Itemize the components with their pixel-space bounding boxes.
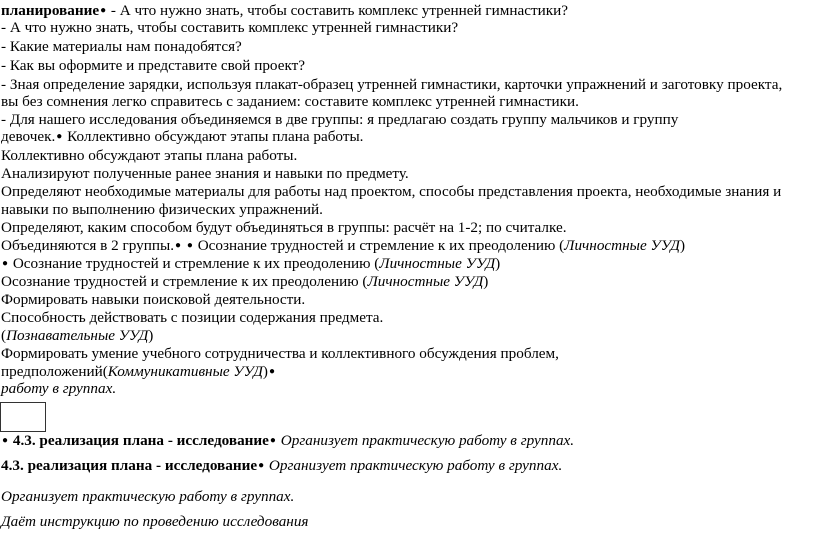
text-line-17: Формировать навыки поисковой деятельности. xyxy=(1,291,306,308)
text-line-15 xyxy=(1,255,500,273)
bullet-icon: ● xyxy=(2,435,9,446)
line-14-after: ) xyxy=(679,237,686,254)
text-line-8 xyxy=(1,128,363,146)
line-8-after: Коллективно обсуждают этапы плана работы. xyxy=(63,128,364,145)
text-line-19 xyxy=(1,327,153,345)
line-23-bold: 4.3. реализация плана - исследование xyxy=(9,432,269,449)
line-19-italic: Познавательные УУД xyxy=(6,327,149,344)
line-14-mid: Осознание трудностей и стремление к их преодолению ( xyxy=(193,237,565,254)
bullet-icon: ● xyxy=(100,5,107,16)
line-19-open: ( xyxy=(1,327,7,344)
line-21-italic: Коммуникативные УУД xyxy=(107,363,263,380)
line-21-after: ) xyxy=(262,363,268,380)
bullet-icon: ● xyxy=(258,460,265,471)
text-line-25: Организует практическую работу в группах. xyxy=(1,488,295,505)
text-line-10: Анализируют полученные ранее знания и навыки по предмету. xyxy=(1,165,409,182)
line-24-bold: 4.3. реализация плана - исследование xyxy=(1,457,258,474)
line-8-before: девочек. xyxy=(1,128,56,145)
line-15-after: ) xyxy=(495,255,501,272)
heading-planning: планирование xyxy=(1,2,100,19)
line-24-italic: Организует практическую работу в группах. xyxy=(265,457,563,474)
line-16-after: ) xyxy=(483,273,489,290)
bullet-icon: ● xyxy=(2,258,9,269)
text-line-7: - Для нашего исследования объединяемся в две группы: я предлагаю создать группу мальчиков и группу xyxy=(1,111,679,128)
line-21-before: предположений( xyxy=(1,363,108,380)
bullet-icon: ● xyxy=(175,240,182,251)
bullet-icon: ● xyxy=(186,240,193,251)
bullet-icon: ● xyxy=(56,131,63,142)
text-line-12: навыки по выполнению физических упражнений. xyxy=(1,201,323,218)
text-line-23 xyxy=(1,432,574,450)
text-line-14 xyxy=(1,237,685,255)
text-line-18: Способность действовать с позиции содержания предмета. xyxy=(1,309,384,326)
text-line-1 xyxy=(1,2,568,20)
text-line-11: Определяют необходимые материалы для работы над проектом, способы представления проекта, необходимые знания и xyxy=(1,183,782,200)
text-line-20: Формировать умение учебного сотрудничества и коллективного обсуждения проблем, xyxy=(1,345,559,362)
text-line-3: - Какие материалы нам понадобятся? xyxy=(1,38,242,55)
line-16-italic: Личностные УУД xyxy=(367,273,484,290)
line-1-text: - А что нужно знать, чтобы составить комплекс утренней гимнастики? xyxy=(107,2,569,19)
empty-box xyxy=(0,402,46,432)
line-15-mid: Осознание трудностей и стремление к их преодолению ( xyxy=(9,255,380,272)
text-line-6: вы без сомнения легко справитесь с заданием: составите комплекс утренней гимнастики. xyxy=(1,93,579,110)
text-line-5: - Зная определение зарядки, используя плакат-образец утренней гимнастики, карточки упражнений и заготовку проекта, xyxy=(1,76,783,93)
bullet-icon: ● xyxy=(268,366,275,377)
line-23-italic: Организует практическую работу в группах. xyxy=(276,432,575,449)
line-14-italic: Личностные УУД xyxy=(564,237,680,254)
text-line-2: - А что нужно знать, чтобы составить комплекс утренней гимнастики? xyxy=(1,19,459,36)
text-line-26: Даёт инструкцию по проведению исследования xyxy=(1,513,309,530)
text-line-13: Определяют, каким способом будут объединяться в группы: расчёт на 1-2; по считалке. xyxy=(1,219,567,236)
text-line-21 xyxy=(1,363,276,381)
line-15-italic: Личностные УУД xyxy=(379,255,496,272)
text-line-9: Коллективно обсуждают этапы плана работы. xyxy=(1,147,298,164)
line-19-close: ) xyxy=(148,327,154,344)
text-line-24 xyxy=(1,457,562,475)
bullet-icon: ● xyxy=(269,435,276,446)
text-line-4: - Как вы оформите и представите свой проект? xyxy=(1,57,305,74)
text-line-22: работу в группах. xyxy=(1,380,117,397)
line-16-mid: Осознание трудностей и стремление к их преодолению ( xyxy=(1,273,368,290)
line-14-before: Объединяются в 2 группы. xyxy=(1,237,175,254)
text-line-16 xyxy=(1,273,488,291)
